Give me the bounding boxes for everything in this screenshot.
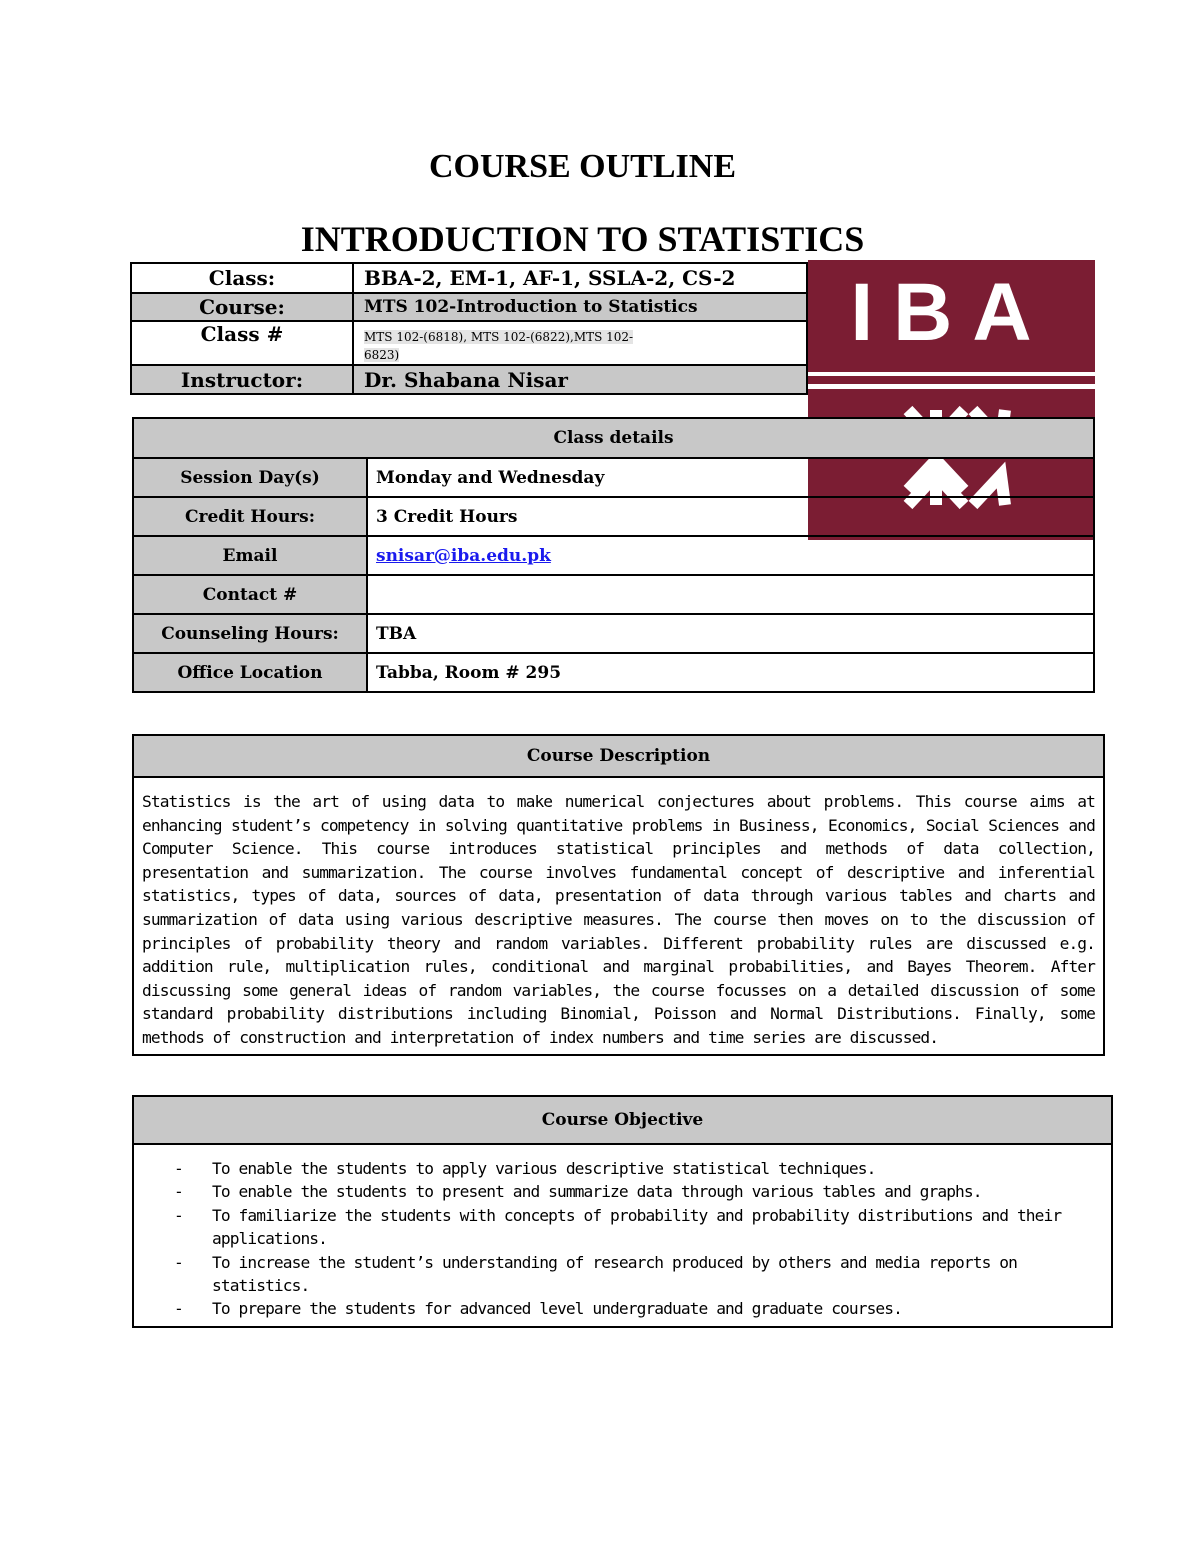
contact-label: Contact #	[133, 575, 367, 614]
course-objective-header: Course Objective	[134, 1097, 1111, 1145]
page-title: COURSE OUTLINE	[428, 148, 736, 185]
logo-divider-2	[808, 384, 1095, 389]
class-details-header: Class details	[133, 418, 1094, 458]
email-cell	[367, 536, 1094, 575]
bullet-dash: -	[174, 1159, 183, 1178]
objective-text: To enable the students to present and summarize data through various tables and graphs.	[212, 1182, 982, 1202]
classnum-line-2: 6823)	[364, 348, 400, 362]
classnum-value	[353, 321, 807, 365]
objective-list	[134, 1145, 1111, 1321]
course-description-box	[132, 734, 1105, 1056]
course-objective-box	[132, 1095, 1113, 1328]
classnum-label: Class #	[131, 321, 353, 365]
course-info-table	[130, 262, 808, 395]
objective-text: To increase the student’s understanding of research produced by others and media reports on statistics.	[212, 1252, 1017, 1296]
instructor-value: Dr. Shabana Nisar	[353, 365, 807, 394]
logo-wordmark: IBA	[850, 267, 1052, 358]
objective-text: To enable the students to apply various descriptive statistical techniques.	[212, 1159, 876, 1178]
instructor-label: Instructor:	[131, 365, 353, 394]
course-label: Course:	[131, 293, 353, 321]
course-description-text: Statistics is the art of using data to make numerical conjectures about problems. This course aims at enhancing student’s competency in solving quantitative problems in Business, Economics, Social Sciences and Computer Science. This course introduces statistical principles and methods of data collection, presentation and summarization. The course involves fundamental concept of descriptive and inferential statistics, types of data, sources of data, presentation of data through various tables and charts and summarization of data using various descriptive measures. The course then moves on to the discussion of principles of probability theory and random variables. Different probability rules are discussed e.g. addition rule, multiplication rules, conditional and marginal probabilities, and Bayes Theorem. After discussing some general ideas of random variables, the course focusses on a detailed discussion of some standard probability distributions including Binomial, Poisson and Normal Distributions. Finally, some methods of construction and interpretation of index numbers and time series are discussed.	[142, 792, 1095, 1047]
bullet-dash: -	[174, 1299, 183, 1319]
bullet-dash: -	[174, 1252, 183, 1272]
detail-row	[133, 614, 1094, 653]
course-description-header: Course Description	[134, 736, 1103, 778]
objective-text: To familiarize the students with concepts of probability and probability distributions and their applications.	[212, 1205, 1062, 1249]
office-location-value: Tabba, Room # 295	[367, 653, 1094, 692]
class-value: BBA-2, EM-1, AF-1, SSLA-2, CS-2	[353, 263, 807, 293]
counseling-hours-label: Counseling Hours:	[133, 614, 367, 653]
session-days-label: Session Day(s)	[133, 458, 367, 497]
logo-divider-1	[808, 372, 1095, 376]
list-item	[174, 1204, 1071, 1251]
objective-text: To prepare the students for advanced level undergraduate and graduate courses.	[212, 1299, 902, 1319]
class-label: Class:	[131, 263, 353, 293]
session-days-value: Monday and Wednesday	[367, 458, 1094, 497]
detail-row	[133, 458, 1094, 497]
list-item	[174, 1297, 1071, 1320]
email-label: Email	[133, 536, 367, 575]
bullet-dash: -	[174, 1182, 183, 1202]
credit-hours-label: Credit Hours:	[133, 497, 367, 536]
course-value: MTS 102-Introduction to Statistics	[353, 293, 807, 321]
list-item	[174, 1251, 1071, 1298]
list-item	[174, 1157, 1071, 1180]
contact-value	[367, 575, 1094, 614]
classnum-line-1: MTS 102-(6818), MTS 102-(6822),MTS 102-	[364, 330, 634, 344]
detail-row	[133, 575, 1094, 614]
class-details-table	[132, 417, 1095, 693]
email-link[interactable]: snisar@iba.edu.pk	[376, 545, 551, 566]
bullet-dash: -	[174, 1205, 183, 1225]
credit-hours-value: 3 Credit Hours	[367, 497, 1094, 536]
detail-row	[133, 536, 1094, 575]
list-item	[174, 1180, 1071, 1203]
detail-row	[133, 653, 1094, 692]
office-location-label: Office Location	[133, 653, 367, 692]
course-title: INTRODUCTION TO STATISTICS	[300, 219, 865, 259]
detail-row	[133, 497, 1094, 536]
counseling-hours-value: TBA	[367, 614, 1094, 653]
